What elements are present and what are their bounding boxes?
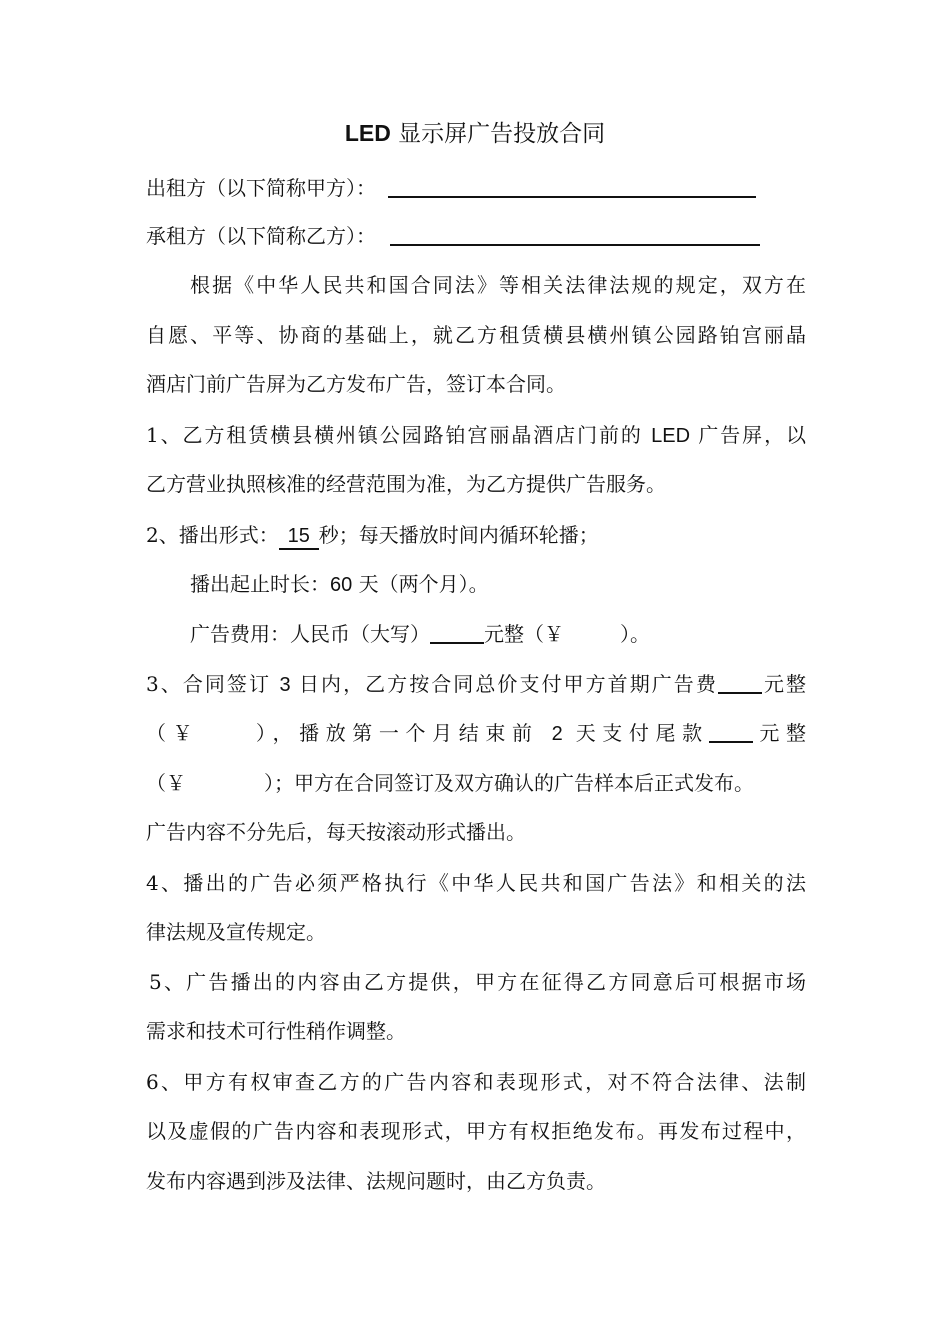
party-b-label: 承租方（以下简称乙方）： (146, 224, 376, 248)
title-latin: LED (344, 120, 391, 146)
clause-4-line-2: 律法规及宣传规定。 (146, 920, 326, 944)
clause-5-line-2: 需求和技术可行性稍作调整。 (146, 1019, 406, 1043)
fee-close: ）。 (620, 622, 650, 646)
title-text: 显示屏广告投放合同 (390, 121, 606, 147)
clause-3-text-g: ）；甲方在合同签订及双方确认的广告样本后正式发布。 (264, 771, 754, 795)
clause-3-line-4: 广告内容不分先后，每天按滚动形式播出。 (146, 820, 526, 844)
party-a-blank (388, 172, 756, 198)
duration-label: 播出起止时长： (190, 572, 330, 596)
fee-amount-blank (430, 618, 484, 644)
clause-3-days-before: 2 (551, 723, 563, 745)
clause-6-line-2: 以及虚假的广告内容和表现形式，甲方有权拒绝发布。再发布过程中， (146, 1119, 806, 1143)
clause-3-text-d: ），播放第一个月结束前 (249, 721, 552, 745)
clause-2-text: 秒；每天播放时间内循环轮播； (318, 523, 599, 547)
clause-6-line-3: 发布内容遇到涉及法律、法规问题时，由乙方负责。 (146, 1169, 606, 1193)
duration-line (190, 564, 850, 604)
clause-5-line-1: 5、广告播出的内容由乙方提供，甲方在征得乙方同意后可根据市场 (149, 970, 806, 994)
clause-1-line-1 (146, 415, 806, 455)
first-payment-blank (718, 668, 762, 694)
clause-1-line-2: 乙方营业执照核准的经营范围为准，为乙方提供广告服务。 (146, 472, 666, 496)
party-b-blank (390, 220, 760, 246)
clause-1-led: LED (651, 425, 691, 447)
party-a-label: 出租方（以下简称甲方）： (146, 176, 376, 200)
clause-2-line (146, 515, 806, 555)
clause-3-text-b: 日内，乙方按合同总价支付甲方首期广告费 (290, 672, 718, 696)
clause-4-line-1: 4、播出的广告必须严格执行《中华人民共和国广告法》和相关的法 (146, 871, 806, 895)
clause-1-text-a: 1、乙方租赁横县横州镇公园路铂宫丽晶酒店门前的 (146, 423, 652, 447)
document-title (0, 113, 950, 154)
party-b-line (146, 216, 806, 256)
clause-6-line-1: 6、甲方有权审查乙方的广告内容和表现形式，对不符合法律、法制 (146, 1070, 806, 1094)
clause-3-text-a: 3、合同签订 (146, 672, 280, 696)
intro-line-2: 自愿、平等、协商的基础上，就乙方租赁横县横州镇公园路铂宫丽晶 (146, 323, 806, 347)
clause-2-seconds: 15 (279, 524, 319, 550)
clause-3-line-1 (146, 664, 806, 704)
clause-3-text-e: 天支付尾款 (562, 721, 709, 745)
duration-text: 天（两个月）。 (352, 572, 489, 596)
clause-3-text-f: 元整 (752, 721, 807, 745)
fee-label: 广告费用：人民币（大写） (190, 622, 430, 646)
clause-3-line-2 (146, 713, 806, 753)
duration-number: 60 (330, 574, 353, 596)
clause-3-yen-a: （￥ (146, 721, 200, 745)
fee-unit: 元整（￥ (484, 622, 564, 646)
clause-2-label: 2、播出形式： (146, 523, 279, 547)
party-a-line (146, 168, 806, 208)
clause-3-yen-b: （￥ (146, 771, 186, 795)
clause-3-days: 3 (279, 674, 291, 696)
clause-3-line-3 (146, 763, 806, 803)
intro-line-1: 根据《中华人民共和国合同法》等相关法律法规的规定，双方在 (190, 273, 806, 297)
intro-line-3: 酒店门前广告屏为乙方发布广告，签订本合同。 (146, 372, 566, 396)
clause-1-text-b: 广告屏，以 (690, 423, 806, 447)
clause-3-text-c: 元整 (761, 672, 807, 696)
final-payment-blank (709, 717, 753, 743)
fee-line (190, 614, 850, 654)
